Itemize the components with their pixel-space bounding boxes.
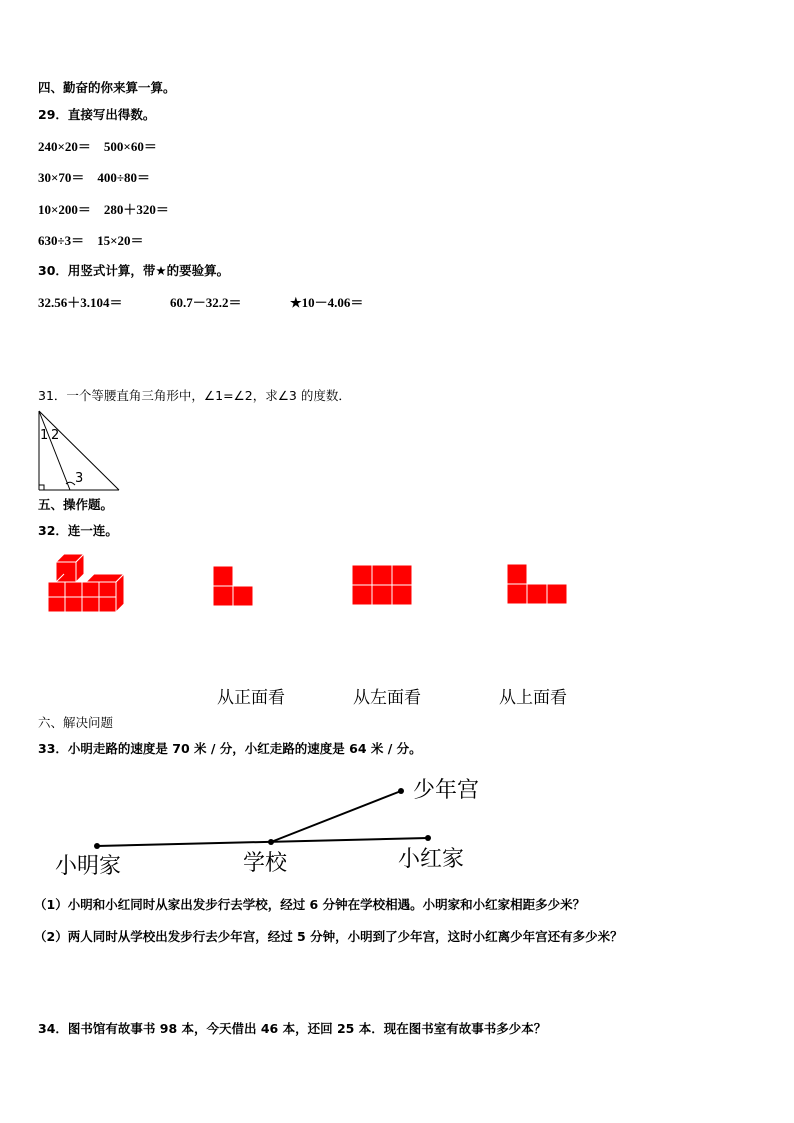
point-xiaohong-home [425,835,431,841]
q29-row-3 [38,199,169,218]
label-xiaoming-home: 小明家 [55,854,122,879]
question-33-title: 33．小明走路的速度是 70 米 / 分，小红走路的速度是 64 米 / 分。 [38,741,422,756]
q30-item-2: 60.7－32.2＝ [170,295,242,310]
section-6-title: 六、解决问题 [38,715,114,730]
question-29-title: 29．直接写出得数。 [38,107,156,122]
label-youth-palace: 少年宫 [413,778,480,803]
point-school [268,839,274,845]
view-label-front: 从正面看 [217,688,285,708]
section-4-title: 四、勤奋的你来算一算。 [38,80,176,95]
section-5-title: 五、操作题。 [38,497,114,512]
label-school: 学校 [243,851,288,876]
q30-item-1: 32.56＋3.104＝ [38,295,123,310]
q30-item-3: ★10－4.06＝ [290,295,364,310]
question-32-title: 32．连一连。 [38,523,118,538]
view-shape-2 [351,564,413,607]
q29-expr: 30×70＝ [38,170,85,185]
view-label-left: 从左面看 [353,688,421,708]
label-xiaohong-home: 小红家 [398,847,465,872]
view-label-top: 从上面看 [499,688,567,708]
q29-expr: 10×200＝ [38,202,91,217]
cube-stack-figure [44,550,129,615]
view-shape-3 [506,563,569,606]
angle-3-label: 3 [75,471,84,486]
angle-2-label: 2 [51,428,60,443]
q29-expr: 400÷80＝ [97,170,151,185]
q29-expr: 240×20＝ [38,139,91,154]
q29-row-2 [38,167,150,186]
q29-expr: 630÷3＝ [38,233,85,248]
q29-expr: 15×20＝ [97,233,144,248]
question-30-title: 30．用竖式计算，带★的要验算。 [38,263,230,278]
q29-expr: 280＋320＝ [103,202,169,217]
q29-row-4 [38,230,144,249]
q29-expr: 500×60＝ [103,139,157,154]
question-33-sub2: （2）两人同时从学校出发步行去少年宫，经过 5 分钟，小明到了少年宫，这时小红离少年宫还有多少米？ [34,929,623,944]
question-34-title: 34．图书馆有故事书 98 本，今天借出 46 本，还回 25 本．现在图书室有故事书多少本？ [38,1021,547,1036]
point-youth-palace [398,788,404,794]
q29-row-1 [38,136,157,155]
question-31-title: 31．一个等腰直角三角形中，∠1=∠2，求∠3 的度数． [38,388,351,403]
angle-1-label: 1 [40,428,49,443]
question-33-sub1: （1）小明和小红同时从家出发步行去学校，经过 6 分钟在学校相遇。小明家和小红家相距多少米？ [34,897,586,912]
triangle-figure [30,405,130,495]
view-shape-1 [212,565,257,607]
